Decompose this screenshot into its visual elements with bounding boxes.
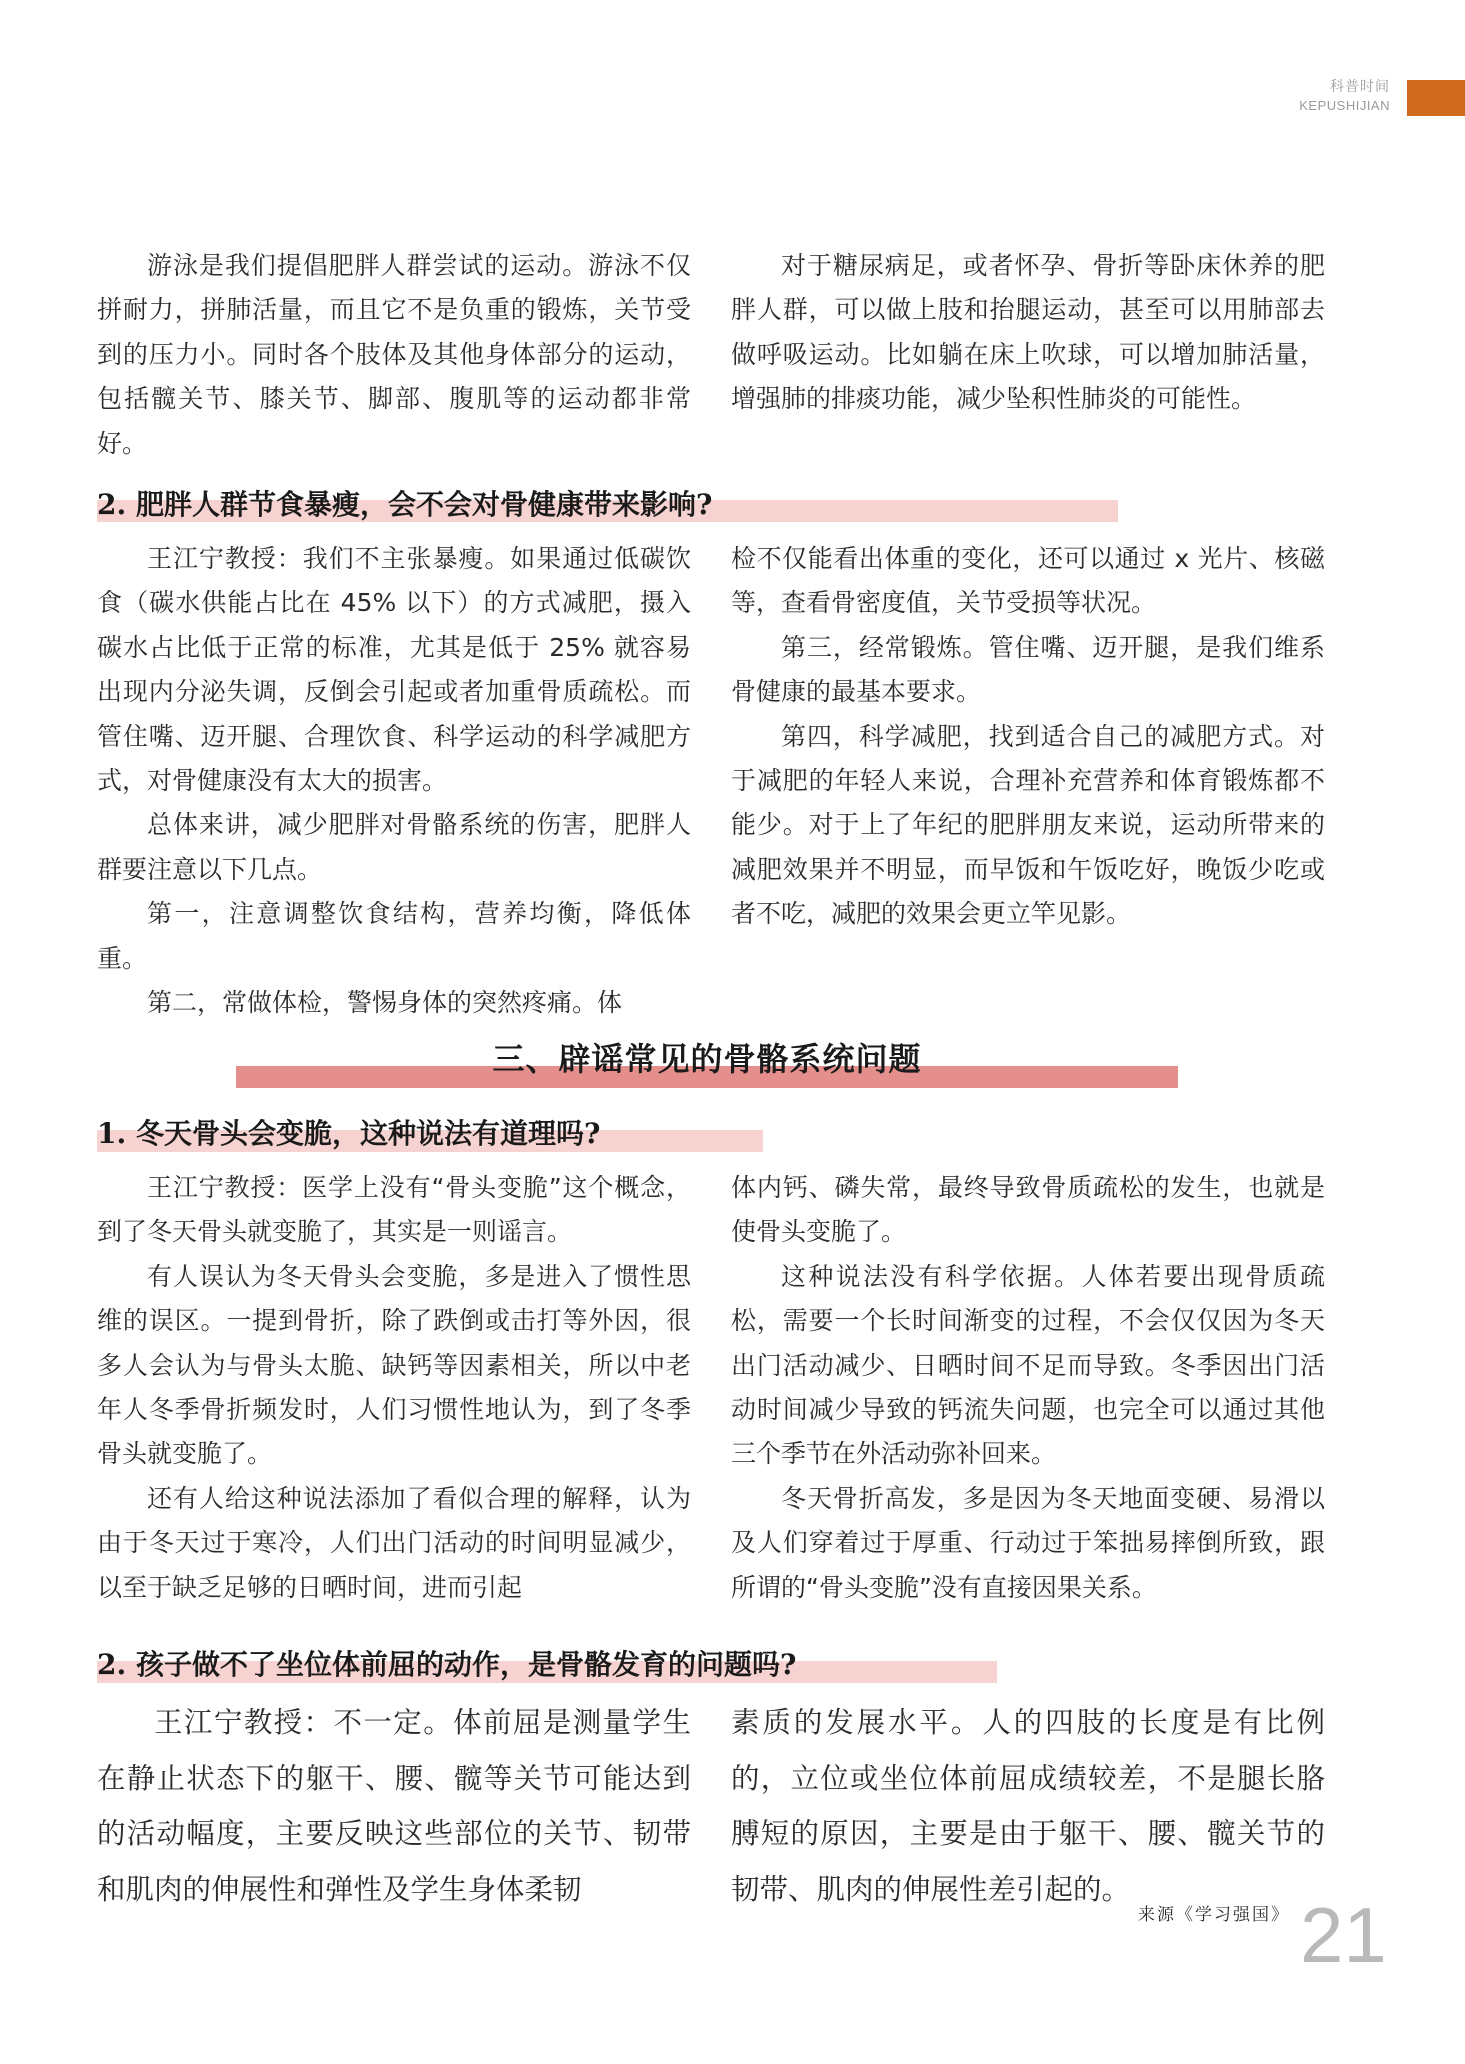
header-accent-bar [1407, 80, 1465, 116]
paragraph: 王江宁教授：不一定。体前屈是测量学生在静止状态下的躯干、腰、髋等关节可能达到的活动幅度，主要反映这些部位的关节、韧带和肌肉的伸展性和弹性及学生身体柔韧 [97, 1706, 691, 1906]
page-number: 21 [1300, 1891, 1387, 1979]
question-heading: 2. 肥胖人群节食暴瘦，会不会对骨健康带来影响? [97, 488, 713, 521]
q2-fat-left-column [97, 537, 691, 1025]
q2-fat-right-column [731, 537, 1325, 937]
paragraph-continued: 素质的发展水平。人的四肢的长度是有比例的，立位或坐位体前屈成绩较差，不是腿长胳膊短的原因，主要是由于躯干、腰、髋关节的韧带、肌肉的伸展性差引起的。 [731, 1706, 1325, 1906]
q2-kids-left-column [97, 1695, 691, 1917]
paragraph: 第三，经常锻炼。管住嘴、迈开腿，是我们维系骨健康的最基本要求。 [731, 632, 1325, 707]
question-heading: 1. 冬天骨头会变脆，这种说法有道理吗? [97, 1117, 601, 1150]
source-credit: 来源《学习强国》 [1138, 1905, 1290, 1925]
block1-right-column [731, 244, 1325, 422]
q1-winter-left-column [97, 1166, 691, 1610]
paragraph: 王江宁教授：医学上没有“骨头变脆”这个概念，到了冬天骨头就变脆了，其实是一则谣言。 [97, 1173, 691, 1247]
paragraph-continued: 体内钙、磷失常，最终导致骨质疏松的发生，也就是使骨头变脆了。 [731, 1173, 1325, 1247]
section-heading: 三、辟谣常见的骨骼系统问题 [492, 1040, 922, 1078]
paragraph-continued: 检不仅能看出体重的变化，还可以通过 x 光片、核磁等，查看骨密度值，关节受损等状况。 [731, 544, 1325, 618]
block1-left-column [97, 244, 691, 466]
paragraph: 第二，常做体检，警惕身体的突然疼痛。体 [147, 988, 623, 1018]
paragraph: 总体来讲，减少肥胖对骨骼系统的伤害，肥胖人群要注意以下几点。 [97, 810, 691, 884]
paragraph: 有人误认为冬天骨头会变脆，多是进入了惯性思维的误区。一提到骨折，除了跌倒或击打等外因，很多人会认为与骨头太脆、缺钙等因素相关，所以中老年人冬季骨折频发时，人们习惯性地认为，到了冬季骨头就变脆了。 [97, 1261, 691, 1469]
paragraph: 还有人给这种说法添加了看似合理的解释，认为由于冬天过于寒冷，人们出门活动的时间明显减少，以至于缺乏足够的日晒时间，进而引起 [97, 1483, 691, 1602]
paragraph: 这种说法没有科学依据。人体若要出现骨质疏松，需要一个长时间渐变的过程，不会仅仅因为冬天出门活动减少、日晒时间不足而导致。冬季因出门活动时间减少导致的钙流失问题，也完全可以通过其他三个季节在外活动弥补回来。 [731, 1261, 1325, 1469]
magazine-section-title: 科普时间 [1330, 79, 1390, 95]
question-heading: 2. 孩子做不了坐位体前屈的动作，是骨骼发育的问题吗? [97, 1648, 797, 1681]
paragraph: 游泳是我们提倡肥胖人群尝试的运动。游泳不仅拼耐力，拼肺活量，而且它不是负重的锻炼，关节受到的压力小。同时各个肢体及其他身体部分的运动，包括髋关节、膝关节、脚部、腹肌等的运动都非常好。 [97, 251, 691, 458]
q1-winter-right-column [731, 1166, 1325, 1610]
q2-kids-right-column [731, 1695, 1325, 1917]
paragraph: 冬天骨折高发，多是因为冬天地面变硬、易滑以及人们穿着过于厚重、行动过于笨拙易摔倒所致，跟所谓的“骨头变脆”没有直接因果关系。 [731, 1483, 1325, 1602]
paragraph: 第四，科学减肥，找到适合自己的减肥方式。对于减肥的年轻人来说，合理补充营养和体育锻炼都不能少。对于上了年纪的肥胖朋友来说，运动所带来的减肥效果并不明显，而早饭和午饭吃好，晚饭少吃或者不吃，减肥的效果会更立竿见影。 [731, 721, 1325, 929]
paragraph: 王江宁教授：我们不主张暴瘦。如果通过低碳饮食（碳水供能占比在 45% 以下）的方式减肥，摄入碳水占比低于正常的标准，尤其是低于 25% 就容易出现内分泌失调，反倒会引起或者加重骨质疏松。而管住嘴、迈开腿、合理饮食、科学运动的科学减肥方式，对骨健康没有太大的损害。 [97, 544, 691, 796]
paragraph: 第一，注意调整饮食结构，营养均衡，降低体重。 [97, 899, 691, 973]
paragraph: 对于糖尿病足，或者怀孕、骨折等卧床休养的肥胖人群，可以做上肢和抬腿运动，甚至可以用肺部去做呼吸运动。比如躺在床上吹球，可以增加肺活量，增强肺的排痰功能，减少坠积性肺炎的可能性。 [731, 251, 1325, 414]
magazine-section-title-en: KEPUSHIJIAN [1299, 98, 1390, 113]
